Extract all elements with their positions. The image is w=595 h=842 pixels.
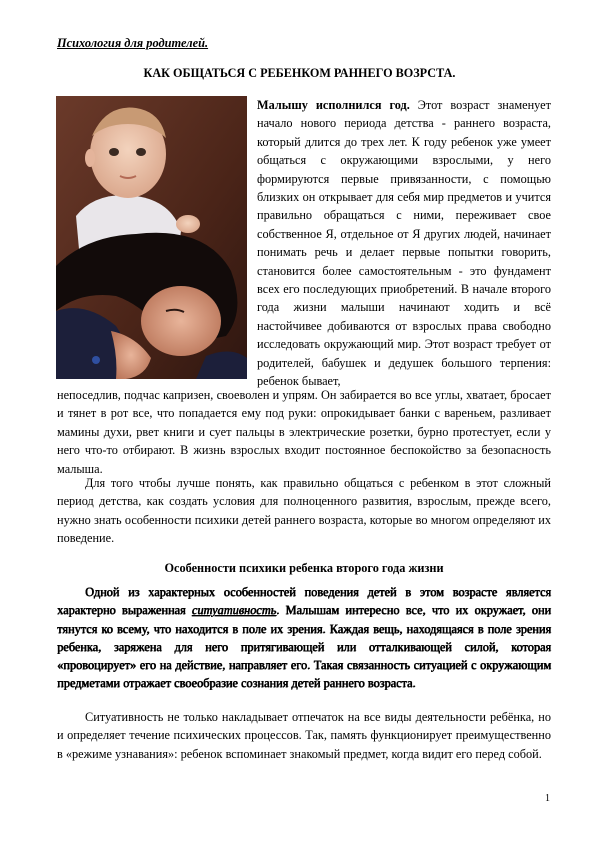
- intro-side-text: [257, 96, 551, 391]
- intro-lead-bold: Малышу исполнился год.: [257, 98, 410, 112]
- page-number: 1: [545, 793, 550, 804]
- intro-continued-text: непоседлив, подчас капризен, своеволен и упрям. Он забирается во все углы, хватает, бросает и тянет в рот все, что попадается ему под руки: опрокидывает банки с вареньем, разливает мамины духи, рвет книги и сует пальцы в электрические розетки, бурно протестует, если у него что-то отбирают. В жизнь взрослых входит постоянное беспокойство за безопасность малыша.: [57, 388, 551, 476]
- article-title: КАК ОБЩАТЬСЯ С РЕБЕНКОМ РАННЕГО ВОЗРСТА.: [143, 66, 456, 80]
- para3-part-a: Одной из характерных особенностей поведения детей в этом возрасте является характерно выраженная: [57, 585, 551, 618]
- photo-illustration: [56, 96, 247, 379]
- section-heading: Особенности психики ребенка второго года жизни: [164, 561, 444, 575]
- paragraph-purpose: Для того чтобы лучше понять, как правильно общаться с ребенком в этот сложный период детства, как создать условия для полноценного развития, взрослым, прежде всего, нужно знать особенности психики детей раннего возраста, которые во многом определяют их поведение.: [57, 476, 551, 546]
- paragraph-memory: Ситуативность не только накладывает отпечаток на все виды деятельности ребёнка, но и определяет течение психических процессов. Так, память функционирует преимущественно в «режиме узнавания»: ребенок вспоминает знакомый предмет, когда видит его перед собой.: [57, 710, 551, 761]
- paragraph-situativeness: [57, 583, 551, 693]
- para3-part-b: . Малышам интересно все, что их окружает, они тянутся ко всему, что находится в поле их зрения. Каждая вещь, находящаяся в поле зрения ребенка, заряжена для него притягивающей или отталкивающей силой, которая «провоцирует» его на действие, направляет его. Такая связанность ситуацией с окружающим предметами отражает своеобразие сознания детей раннего возраста.: [57, 603, 551, 691]
- rubric-heading: Психология для родителей.: [57, 36, 209, 50]
- intro-side-body: Этот возраст знаменует начало нового периода детства - раннего возраста, который длится до трех лет. К году ребенок уже умеет общаться с окружающими взрослыми, у него формируются первые привязанности, с помощью близких он открывает для себя мир предметов и учится правильно обращаться с ними, переживает свое собственное Я, отдельное от Я других людей, начинает понимать речь и делает первые попытки говорить, становится более самостоятельным - это фундамент всех его последующих приобретений. В начале второго года жизни малыши начинают ходить и всё настойчивее добиваются от взрослых права свободно исследовать окружающий мир. Этот возраст требует от родителей, бабушек и дедушек большого терпения: ребенок бывает,: [257, 98, 551, 389]
- para3-term: ситуативность: [191, 603, 277, 618]
- photo-mother-and-child: [56, 96, 247, 379]
